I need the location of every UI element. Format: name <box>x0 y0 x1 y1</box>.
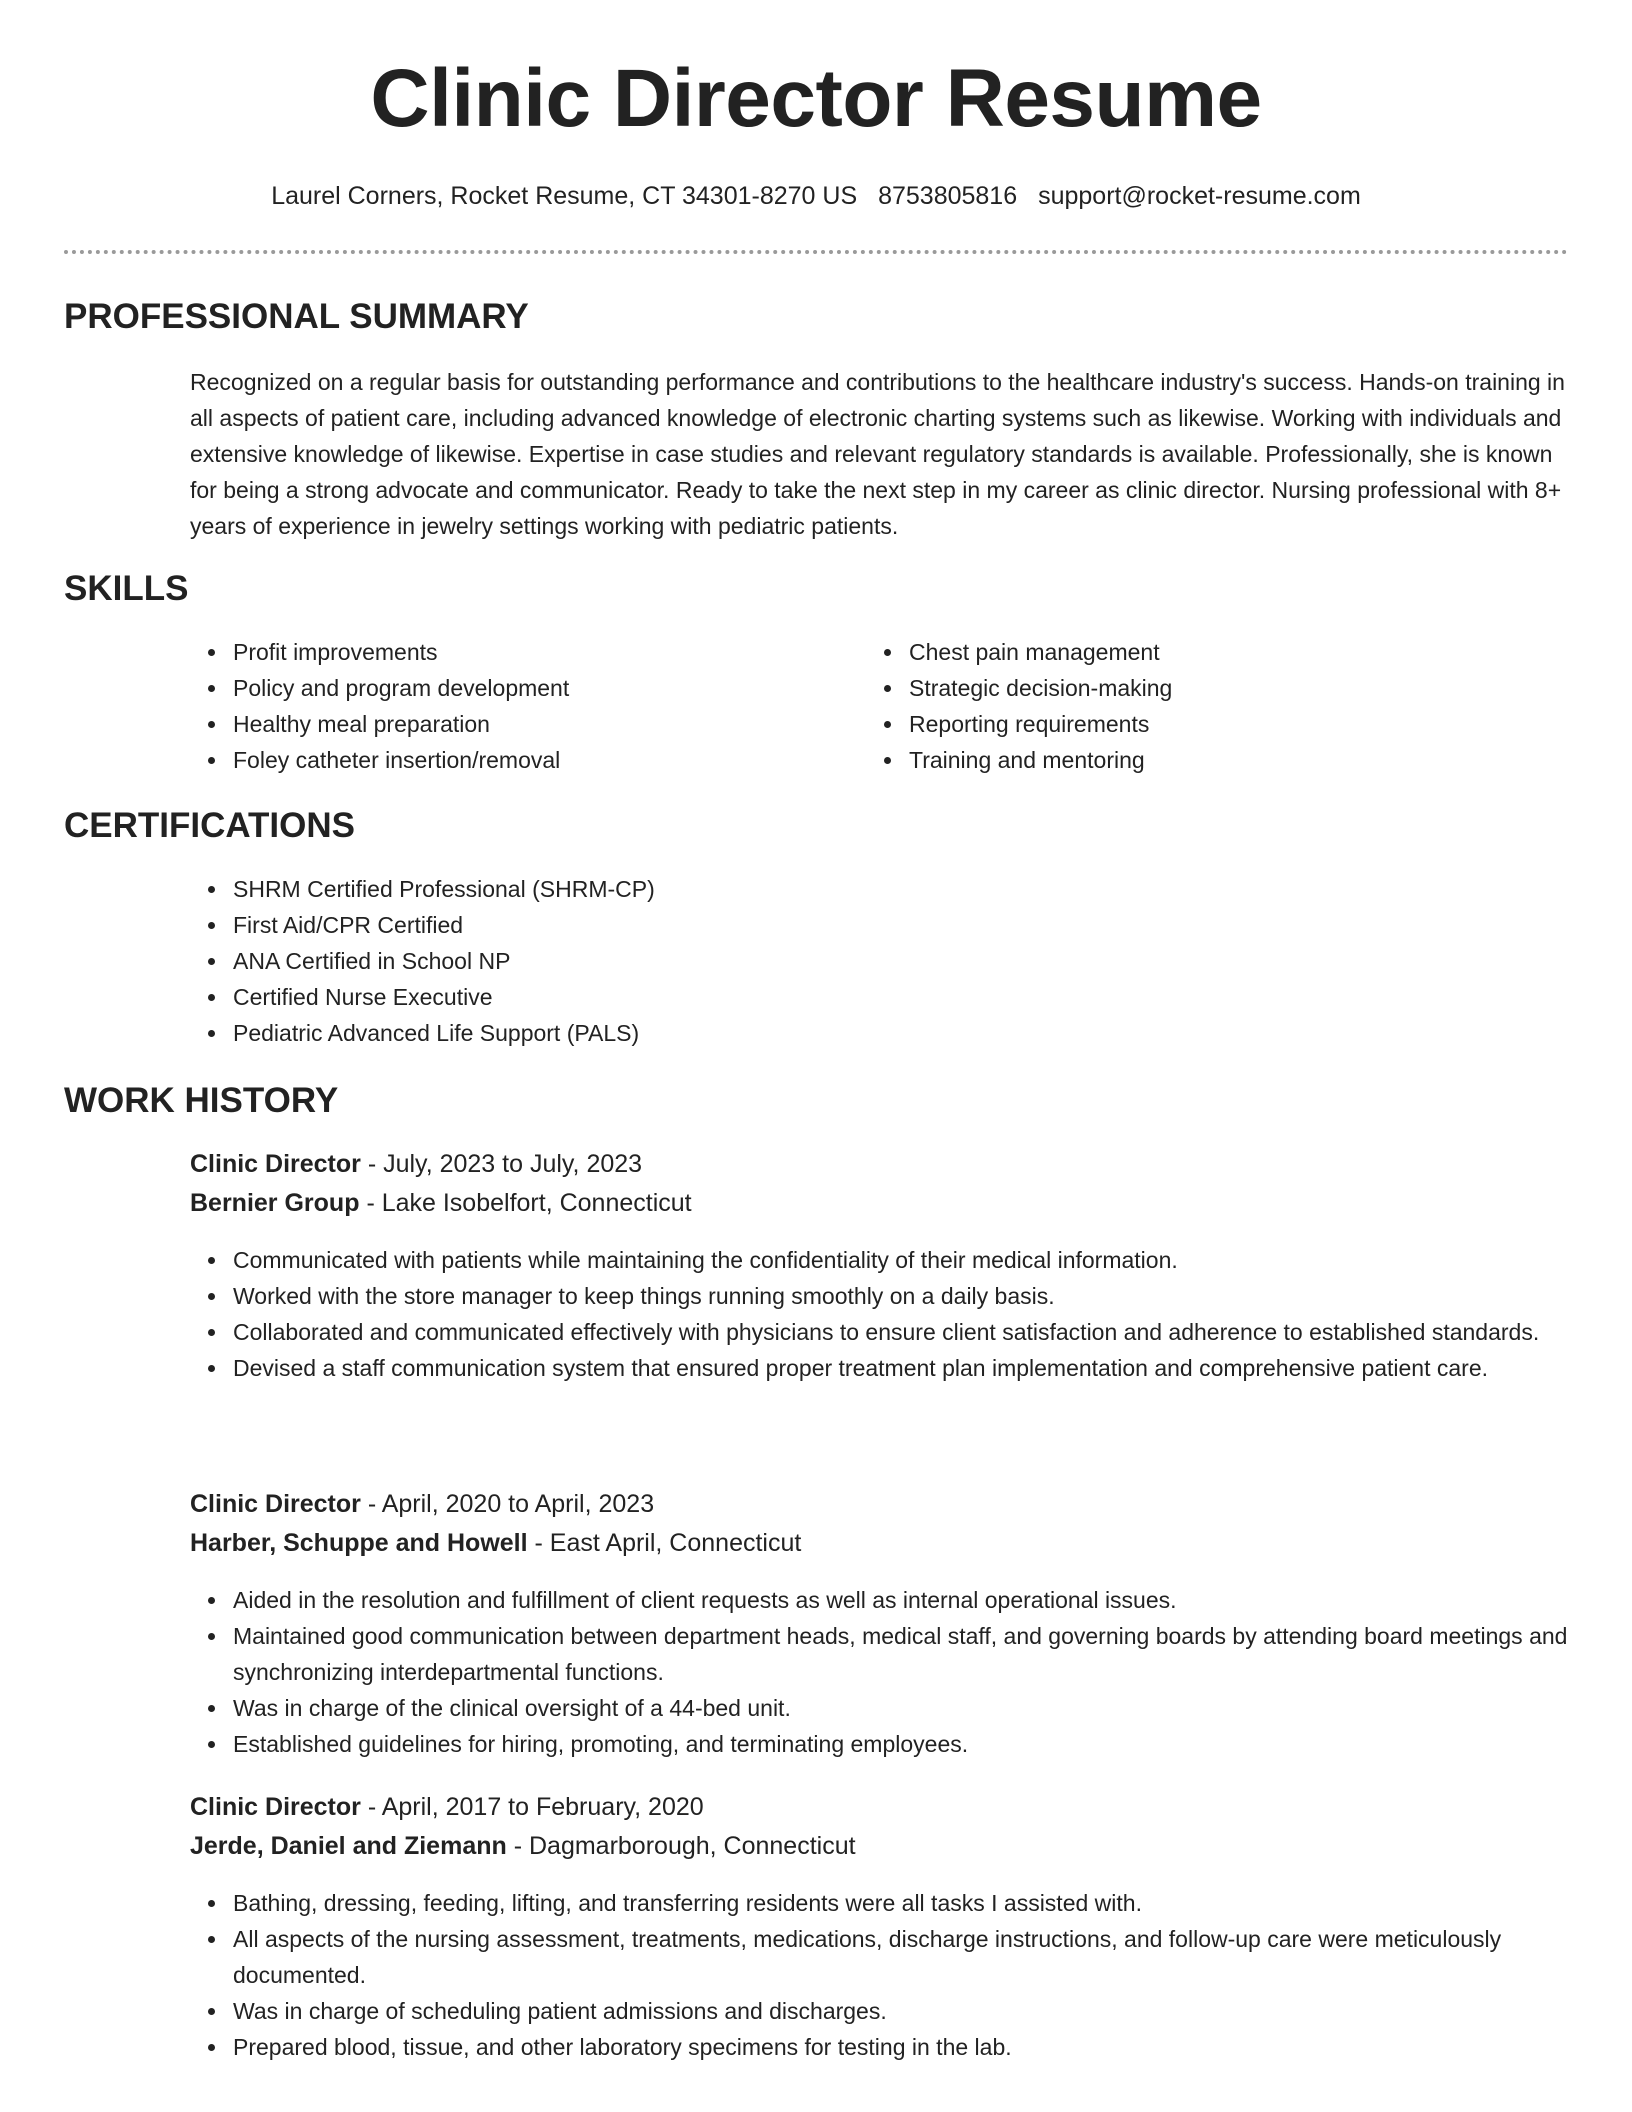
job-title-line <box>190 1148 642 1181</box>
skills-list-left <box>190 634 853 778</box>
job-bullet: Was in charge of the clinical oversight of a 44-bed unit. <box>233 1690 1573 1726</box>
skill-item: Strategic decision-making <box>909 670 1569 706</box>
job-company-line <box>190 1187 692 1220</box>
skill-item: Policy and program development <box>233 670 853 706</box>
job-bullet: Established guidelines for hiring, promoting, and terminating employees. <box>233 1726 1573 1762</box>
skill-item: Profit improvements <box>233 634 853 670</box>
skill-item: Chest pain management <box>909 634 1569 670</box>
contact-phone: 8753805816 <box>878 182 1018 210</box>
resume-title: Clinic Director Resume <box>370 53 1262 144</box>
certifications-heading: CERTIFICATIONS <box>64 806 356 845</box>
job-company: Jerde, Daniel and Ziemann <box>190 1832 507 1860</box>
skill-item: Foley catheter insertion/removal <box>233 742 853 778</box>
job-location: - Dagmarborough, Connecticut <box>513 1832 856 1860</box>
job-title: Clinic Director <box>190 1490 361 1518</box>
skill-item: Reporting requirements <box>909 706 1569 742</box>
summary-text: Recognized on a regular basis for outstanding performance and contributions to the healthcare industry's success. Hands-on training in all aspects of patient care, including advanced knowledge of electronic charting systems such as likewise. Working with individuals and extensive knowledge of likewise. Expertise in case studies and relevant regulatory standards is available. Professionally, she is known for being a strong advocate and communicator. Ready to take the next step in my career as clinic director. Nursing professional with 8+ years of experience in jewelry settings working with pediatric patients. <box>190 369 1565 539</box>
job-bullets <box>190 1885 1573 2065</box>
job-title-line <box>190 1488 654 1521</box>
job-location: - Lake Isobelfort, Connecticut <box>366 1189 692 1217</box>
certifications-list <box>190 871 1573 1051</box>
job-dates: - April, 2020 to April, 2023 <box>367 1490 655 1518</box>
job-company-line <box>190 1830 856 1863</box>
job-bullets <box>190 1582 1573 1762</box>
certification-item: Certified Nurse Executive <box>233 979 1573 1015</box>
job-bullet: All aspects of the nursing assessment, treatments, medications, discharge instructions, and follow-up care were meticulously documented. <box>233 1921 1573 1993</box>
job-title-line <box>190 1791 704 1824</box>
job-bullet: Communicated with patients while maintaining the confidentiality of their medical information. <box>233 1242 1573 1278</box>
job-dates: - April, 2017 to February, 2020 <box>367 1793 704 1821</box>
contact-email: support@rocket-resume.com <box>1038 182 1361 210</box>
job-company-line <box>190 1527 801 1560</box>
job-company: Harber, Schuppe and Howell <box>190 1529 528 1557</box>
contact-line <box>0 180 1632 213</box>
job-bullets <box>190 1242 1573 1386</box>
job-location: - East April, Connecticut <box>534 1529 802 1557</box>
certification-item: Pediatric Advanced Life Support (PALS) <box>233 1015 1573 1051</box>
job-title: Clinic Director <box>190 1150 361 1178</box>
job-bullet: Devised a staff communication system that ensured proper treatment plan implementation and comprehensive patient care. <box>233 1350 1573 1386</box>
certification-item: SHRM Certified Professional (SHRM-CP) <box>233 871 1573 907</box>
skill-item: Training and mentoring <box>909 742 1569 778</box>
job-bullet: Was in charge of scheduling patient admissions and discharges. <box>233 1993 1573 2029</box>
header-divider <box>64 250 1568 254</box>
job-bullet: Maintained good communication between department heads, medical staff, and governing boards by attending board meetings and synchronizing interdepartmental functions. <box>233 1618 1573 1690</box>
job-bullet: Aided in the resolution and fulfillment of client requests as well as internal operational issues. <box>233 1582 1573 1618</box>
job-bullet: Bathing, dressing, feeding, lifting, and transferring residents were all tasks I assisted with. <box>233 1885 1573 1921</box>
skills-heading: SKILLS <box>64 569 189 608</box>
summary-heading: PROFESSIONAL SUMMARY <box>64 297 529 336</box>
job-company: Bernier Group <box>190 1189 360 1217</box>
certification-item: First Aid/CPR Certified <box>233 907 1573 943</box>
job-bullet: Worked with the store manager to keep things running smoothly on a daily basis. <box>233 1278 1573 1314</box>
skill-item: Healthy meal preparation <box>233 706 853 742</box>
job-bullet: Prepared blood, tissue, and other laboratory specimens for testing in the lab. <box>233 2029 1573 2065</box>
job-title: Clinic Director <box>190 1793 361 1821</box>
work-history-heading: WORK HISTORY <box>64 1081 339 1120</box>
contact-address: Laurel Corners, Rocket Resume, CT 34301-8270 US <box>271 182 858 210</box>
job-bullet: Collaborated and communicated effectively with physicians to ensure client satisfaction and adherence to established standards. <box>233 1314 1573 1350</box>
skills-list-right <box>866 634 1569 778</box>
certification-item: ANA Certified in School NP <box>233 943 1573 979</box>
job-dates: - July, 2023 to July, 2023 <box>367 1150 643 1178</box>
